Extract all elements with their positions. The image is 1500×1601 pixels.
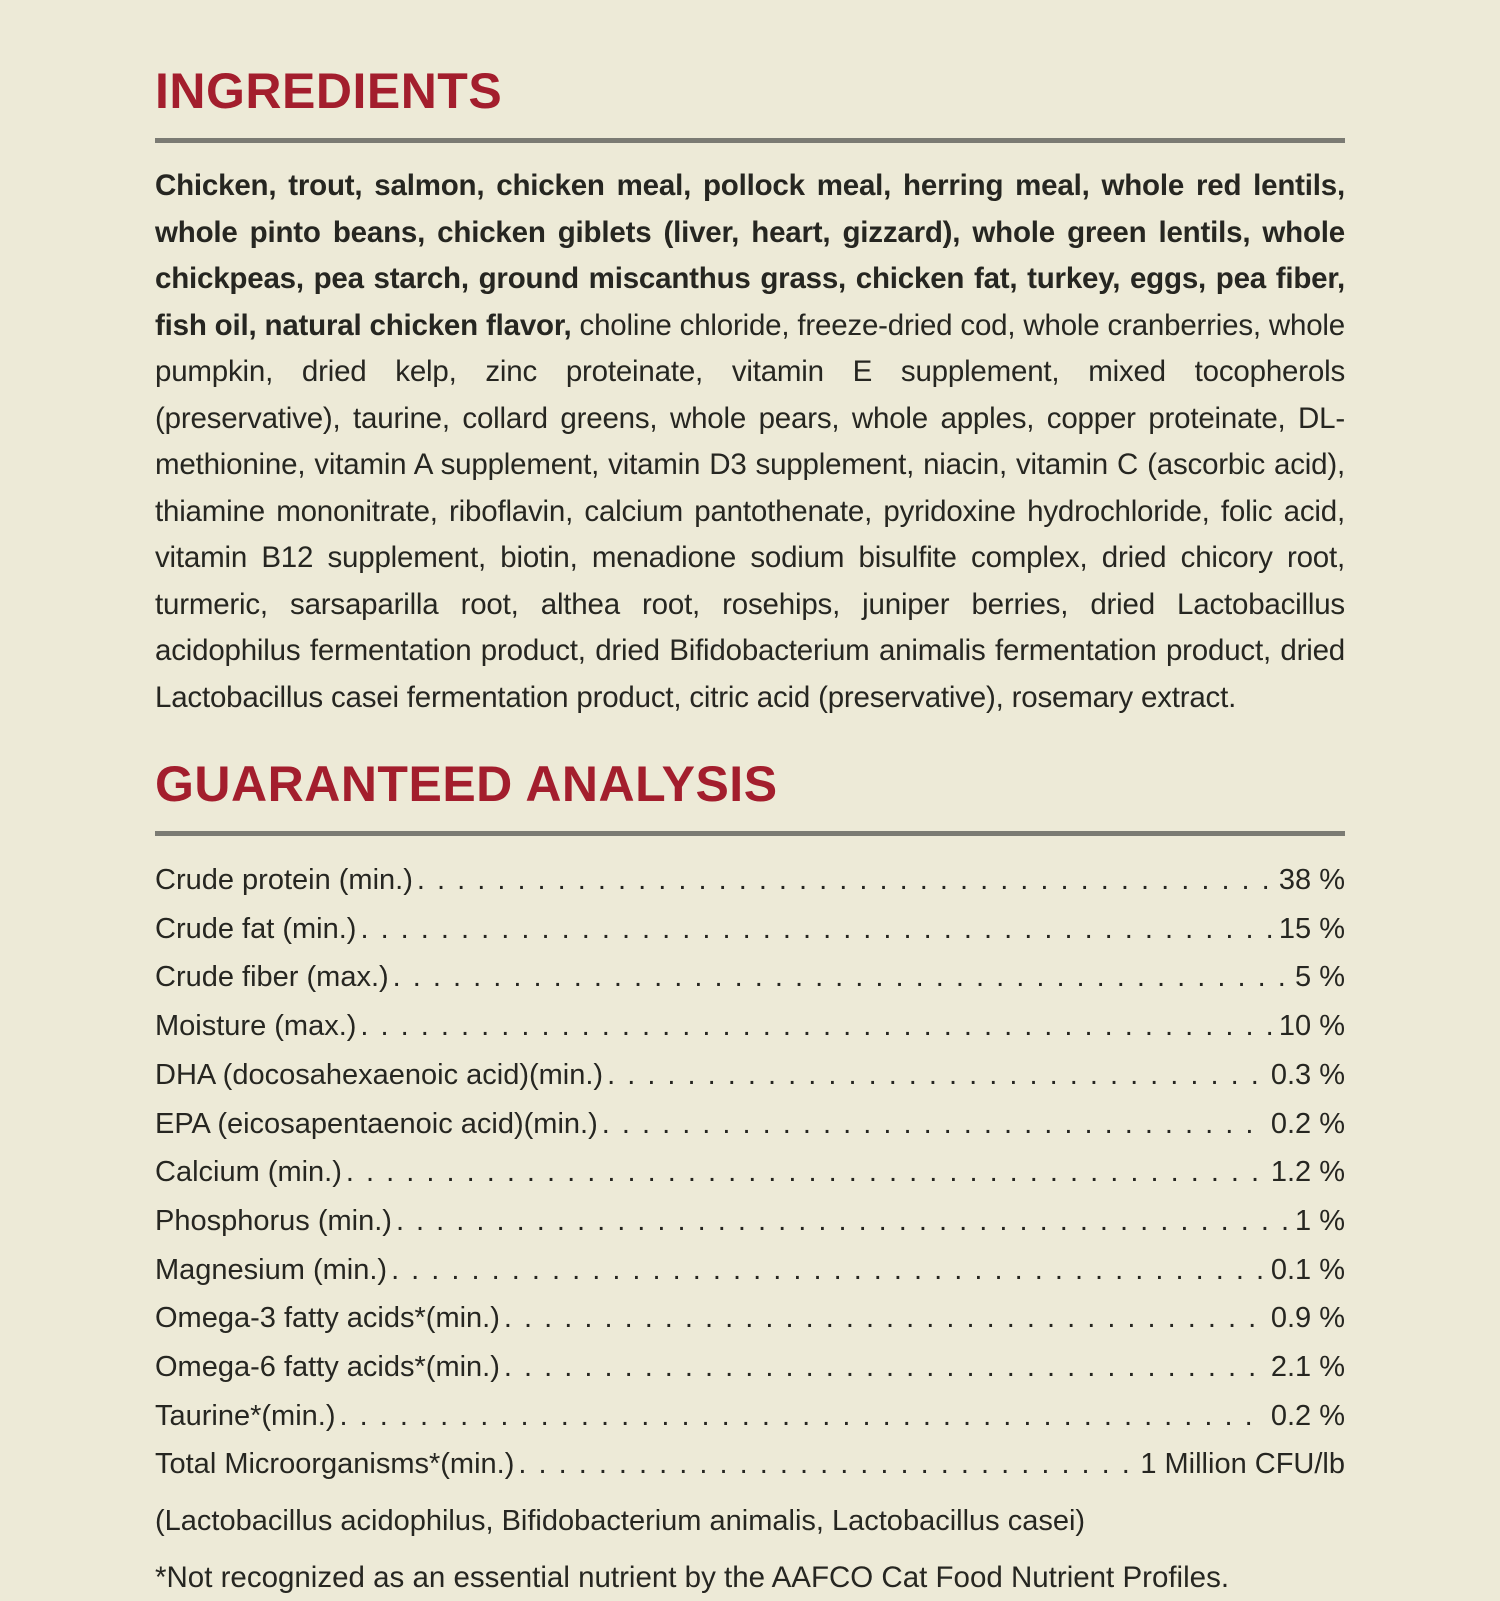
ingredients-title: INGREDIENTS <box>155 63 503 119</box>
dot-leader <box>607 1051 1267 1100</box>
dot-leader <box>391 1246 1267 1295</box>
analysis-row-value: 5 % <box>1295 961 1345 994</box>
dot-leader <box>417 856 1275 905</box>
analysis-row <box>155 1294 1345 1343</box>
analysis-row-label: Crude fat (min.) <box>155 912 357 945</box>
guaranteed-analysis-table <box>155 856 1345 1489</box>
analysis-row <box>155 1246 1345 1295</box>
dot-leader <box>396 1197 1291 1246</box>
guaranteed-analysis-title: GUARANTEED ANALYSIS <box>155 756 778 812</box>
analysis-row-value: 0.9 % <box>1270 1302 1345 1335</box>
analysis-row-value: 1 % <box>1295 1204 1345 1237</box>
dot-leader <box>360 905 1274 954</box>
analysis-row <box>155 1002 1345 1051</box>
dot-leader <box>346 1148 1267 1197</box>
analysis-row <box>155 1440 1345 1489</box>
dot-leader <box>340 1392 1267 1441</box>
analysis-row <box>155 1148 1345 1197</box>
analysis-row-label: Taurine*(min.) <box>155 1399 336 1432</box>
analysis-row-label: Phosphorus (min.) <box>155 1204 392 1237</box>
dot-leader <box>504 1343 1267 1392</box>
analysis-row-value: 15 % <box>1278 912 1345 945</box>
ingredients-secondary-list: choline chloride, freeze-dried cod, whole cranberries, whole pumpkin, dried kelp, zinc proteinate, vitamin E supplement, mixed tocopherols (preservative), taurine, collard greens, whole pears, whole apples, copper proteinate, DL-methionine, vitamin A supplement, vitamin D3 supplement, niacin, vitamin C (ascorbic acid), thiamine mononitrate, riboflavin, calcium pantothenate, pyridoxine hydrochloride, folic acid, vitamin B12 supplement, biotin, menadione sodium bisulfite complex, dried chicory root, turmeric, sarsaparilla root, althea root, rosehips, juniper berries, dried Lactobacillus acidophilus fermentation product, dried Bifidobacterium animalis fermentation product, dried Lactobacillus casei fermentation product, citric acid (preservative), rosemary extract. <box>155 308 1345 714</box>
guaranteed-analysis-section <box>155 756 1345 1601</box>
analysis-row-value: 1 Million CFU/lb <box>1140 1448 1345 1481</box>
dot-leader <box>393 953 1291 1002</box>
ingredients-section <box>155 63 1345 721</box>
analysis-row-value: 38 % <box>1278 864 1345 896</box>
dot-leader <box>504 1294 1267 1343</box>
ingredients-primary-list: Chicken, trout, salmon, chicken meal, pollock meal, herring meal, whole red lentils, whole pinto beans, chicken giblets (liver, heart, gizzard), whole green lentils, whole chickpeas, pea starch, ground miscanthus grass, chicken fat, turkey, eggs, pea fiber, fish oil, natural chicken flavor, <box>155 169 1345 342</box>
analysis-row <box>155 905 1345 954</box>
dot-leader <box>518 1440 1136 1489</box>
analysis-row-value: 0.3 % <box>1270 1058 1345 1091</box>
microorganisms-note: (Lactobacillus acidophilus, Bifidobacterium animalis, Lactobacillus casei) <box>155 1505 1086 1538</box>
dot-leader <box>602 1100 1267 1149</box>
aafco-footnote: *Not recognized as an essential nutrient by the AAFCO Cat Food Nutrient Profiles. <box>155 1561 1230 1595</box>
analysis-row-label: EPA (eicosapentaenoic acid)(min.) <box>155 1107 598 1140</box>
analysis-row <box>155 1392 1345 1441</box>
analysis-row <box>155 856 1345 905</box>
analysis-row-value: 2.1 % <box>1270 1351 1345 1384</box>
analysis-row-label: Moisture (max.) <box>155 1010 357 1043</box>
analysis-row <box>155 1100 1345 1149</box>
analysis-row-label: Calcium (min.) <box>155 1156 342 1189</box>
analysis-row-label: Omega-6 fatty acids*(min.) <box>155 1351 500 1384</box>
analysis-row <box>155 1343 1345 1392</box>
analysis-row-label: Magnesium (min.) <box>155 1253 388 1286</box>
analysis-row-value: 10 % <box>1278 1010 1345 1043</box>
analysis-row-label: Total Microorganisms*(min.) <box>155 1448 515 1481</box>
analysis-row-value: 1.2 % <box>1270 1156 1345 1189</box>
analysis-row-label: Omega-3 fatty acids*(min.) <box>155 1302 500 1335</box>
analysis-row-value: 0.2 % <box>1270 1107 1345 1140</box>
analysis-row <box>155 1051 1345 1100</box>
guaranteed-analysis-divider <box>155 831 1345 836</box>
analysis-row-value: 0.2 % <box>1270 1399 1345 1432</box>
ingredients-divider <box>155 138 1345 143</box>
analysis-row-label: Crude fiber (max.) <box>155 961 389 994</box>
analysis-row-label: Crude protein (min.) <box>155 864 413 896</box>
analysis-row <box>155 953 1345 1002</box>
analysis-row <box>155 1197 1345 1246</box>
analysis-row-label: DHA (docosahexaenoic acid)(min.) <box>155 1058 604 1091</box>
dot-leader <box>360 1002 1274 1051</box>
analysis-row-value: 0.1 % <box>1270 1253 1345 1286</box>
ingredients-paragraph <box>155 163 1345 721</box>
